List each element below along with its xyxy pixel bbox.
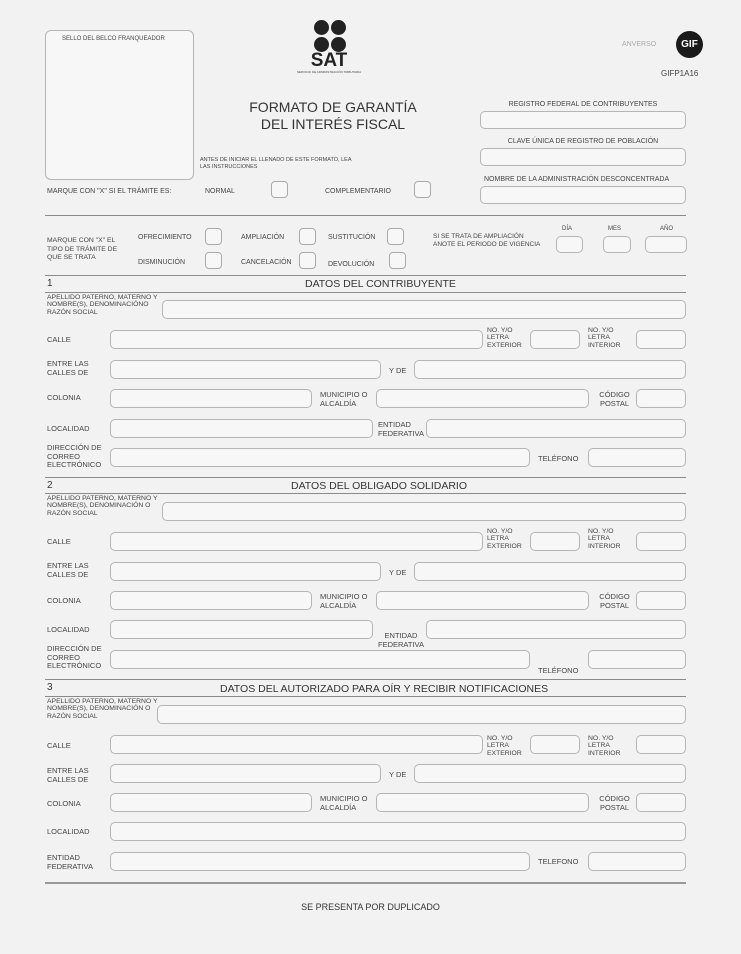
s2-localidad-field[interactable]	[110, 620, 373, 639]
s3-municipio-label: MUNICIPIO O ALCALDÍA	[320, 794, 368, 812]
anio-label: AÑO	[660, 226, 674, 232]
dia-label: DÍA	[562, 226, 573, 232]
s1-calle-label: CALLE	[47, 335, 71, 344]
s2-no-ext-field[interactable]	[530, 532, 580, 551]
s1-telefono-field[interactable]	[588, 448, 686, 467]
s2-calle-field[interactable]	[110, 532, 483, 551]
s2-calle-label: CALLE	[47, 537, 71, 546]
periodo-label: SI SE TRATA DE AMPLIACIÓN ANOTE EL PERIODO DE VIGENCIA	[433, 233, 541, 248]
s3-no-ext-field[interactable]	[530, 735, 580, 754]
s3-entidad-label: ENTIDAD FEDERATIVA	[47, 853, 93, 871]
s2-cp-field[interactable]	[636, 591, 686, 610]
s2-entidad-label: ENTIDAD FEDERATIVA	[378, 631, 424, 649]
stamp-label: SELLO DEL BELCO FRANQUEADOR	[62, 36, 165, 42]
section-2-title: DATOS DEL OBLIGADO SOLIDARIO	[291, 480, 468, 492]
s3-entre-field[interactable]	[110, 764, 381, 783]
s1-localidad-label: LOCALIDAD	[47, 424, 90, 433]
s2-correo-field[interactable]	[110, 650, 530, 669]
s2-colonia-field[interactable]	[110, 591, 312, 610]
gif-badge: GIF	[676, 31, 703, 58]
s2-colonia-label: COLONIA	[47, 596, 81, 605]
sat-logo	[280, 20, 378, 75]
s1-y-de-field[interactable]	[414, 360, 686, 379]
s3-cp-label: CÓDIGO POSTAL	[599, 794, 630, 812]
divider	[45, 215, 686, 216]
section-1-title: DATOS DEL CONTRIBUYENTE	[305, 278, 456, 290]
s3-no-int-field[interactable]	[636, 735, 686, 754]
s2-entidad-field[interactable]	[426, 620, 686, 639]
section-2-bottom-line	[45, 493, 686, 494]
section-3-title: DATOS DEL AUTORIZADO PARA OÍR Y RECIBIR NOTIFICACIONES	[220, 683, 549, 695]
form-code: GIFP1A16	[661, 69, 699, 78]
s2-telefono-label: TELÉFONO	[538, 666, 579, 675]
admin-label: NOMBRE DE LA ADMINISTRACIÓN DESCONCENTRADA	[484, 176, 670, 183]
curp-label: CLAVE ÚNICA DE REGISTRO DE POBLACIÓN	[507, 138, 659, 145]
sustitucion-label: SUSTITUCIÓN	[328, 234, 376, 241]
stamp-box	[45, 30, 194, 180]
s1-correo-label: DIRECCIÓN DE CORREO ELECTRÓNICO	[47, 443, 102, 469]
ofrecimiento-label: OFRECIMIENTO	[138, 234, 192, 241]
s3-nombre-label: APELLIDO PATERNO, MATERNO Y NOMBRE(S), DENOMINACIÓN O RAZÓN SOCIAL	[47, 698, 158, 720]
s2-municipio-field[interactable]	[376, 591, 589, 610]
s2-entre-label: ENTRE LAS CALLES DE	[47, 561, 89, 579]
s1-nombre-label: APELLIDO PATERNO, MATERNO Y NOMBRE(S), DENOMINACIÓNO RAZÓN SOCIAL	[47, 294, 158, 316]
s2-localidad-label: LOCALIDAD	[47, 625, 90, 634]
s2-municipio-label: MUNICIPIO O ALCALDÍA	[320, 592, 368, 610]
footer-line	[45, 882, 686, 884]
s3-entre-label: ENTRE LAS CALLES DE	[47, 766, 89, 784]
devolucion-label: DEVOLUCIÓN	[328, 261, 375, 268]
rfc-field[interactable]	[480, 111, 686, 129]
section-1-top-line	[45, 275, 686, 276]
sat-logo-subtitle: SERVICIO DE ADMINISTRACIÓN TRIBUTARIA	[296, 70, 362, 74]
s2-no-int-field[interactable]	[636, 532, 686, 551]
anverso-label: ANVERSO	[622, 41, 657, 48]
ampliacion-checkbox[interactable]	[299, 228, 316, 245]
s3-entidad-field[interactable]	[110, 852, 530, 871]
rfc-label: REGISTRO FEDERAL DE CONTRIBUYENTES	[508, 101, 658, 108]
s2-entre-field[interactable]	[110, 562, 381, 581]
s1-no-int-field[interactable]	[636, 330, 686, 349]
normal-label: NORMAL	[205, 188, 235, 195]
complementario-label: COMPLEMENTARIO	[325, 188, 391, 195]
sat-logo-dots	[314, 20, 346, 52]
s1-colonia-field[interactable]	[110, 389, 312, 408]
s2-no-int-label: NO. Y/O LETRA INTERIOR	[588, 528, 621, 550]
s1-entidad-field[interactable]	[426, 419, 686, 438]
s2-telefono-field[interactable]	[588, 650, 686, 669]
s3-cp-field[interactable]	[636, 793, 686, 812]
s1-no-ext-label: NO. Y/O LETRA EXTERIOR	[487, 327, 522, 349]
s1-municipio-field[interactable]	[376, 389, 589, 408]
s3-colonia-field[interactable]	[110, 793, 312, 812]
sat-logo-text: SAT	[310, 50, 348, 71]
footer-note: SE PRESENTA POR DUPLICADO	[301, 902, 440, 912]
cancelacion-checkbox[interactable]	[299, 252, 316, 269]
s2-nombre-field[interactable]	[162, 502, 686, 521]
curp-field[interactable]	[480, 148, 686, 166]
normal-checkbox[interactable]	[271, 181, 288, 198]
form-title-line2: DEL INTERÉS FISCAL	[260, 116, 406, 132]
s1-cp-label: CÓDIGO POSTAL	[599, 390, 630, 408]
cancelacion-label: CANCELACIÓN	[241, 259, 292, 266]
s3-nombre-field[interactable]	[157, 705, 686, 724]
s3-telefono-label: TELEFONO	[538, 857, 579, 866]
dia-field[interactable]	[556, 236, 583, 253]
ampliacion-label: AMPLIACIÓN	[241, 234, 285, 241]
s2-correo-label: DIRECCIÓN DE CORREO ELECTRÓNICO	[47, 644, 102, 670]
section-3-number: 3	[47, 682, 53, 693]
s2-cp-label: CÓDIGO POSTAL	[599, 592, 630, 610]
ofrecimiento-checkbox[interactable]	[205, 228, 222, 245]
s1-y-de-label: Y DE	[389, 366, 407, 375]
s2-y-de-field[interactable]	[414, 562, 686, 581]
tramite-label: MARQUE CON "X" SI EL TRÁMITE ES:	[47, 188, 172, 195]
s3-localidad-field[interactable]	[110, 822, 686, 841]
s3-y-de-label: Y DE	[389, 770, 407, 779]
tipo-label: MARQUE CON "X" EL TIPO DE TRÁMITE DE QUE SE TRATA	[47, 237, 118, 261]
disminucion-checkbox[interactable]	[205, 252, 222, 269]
s1-no-int-label: NO. Y/O LETRA INTERIOR	[588, 327, 621, 349]
s1-entre-label: ENTRE LAS CALLES DE	[47, 359, 89, 377]
s3-no-int-label: NO. Y/O LETRA INTERIOR	[588, 735, 621, 757]
s1-telefono-label: TELÉFONO	[538, 454, 579, 463]
mes-field[interactable]	[603, 236, 631, 253]
s3-y-de-field[interactable]	[414, 764, 686, 783]
s3-colonia-label: COLONIA	[47, 799, 81, 808]
section-2-top-line	[45, 477, 686, 478]
s1-entre-field[interactable]	[110, 360, 381, 379]
admin-field[interactable]	[480, 186, 686, 204]
s3-calle-field[interactable]	[110, 735, 483, 754]
s1-entidad-label: ENTIDAD FEDERATIVA	[378, 420, 424, 438]
s1-correo-field[interactable]	[110, 448, 530, 467]
section-1-bottom-line	[45, 292, 686, 293]
disminucion-label: DISMINUCIÓN	[138, 259, 186, 266]
s1-municipio-label: MUNICIPIO O ALCALDÍA	[320, 390, 368, 408]
s1-colonia-label: COLONIA	[47, 393, 81, 402]
anio-field[interactable]	[645, 236, 687, 253]
s3-telefono-field[interactable]	[588, 852, 686, 871]
sustitucion-checkbox[interactable]	[387, 228, 404, 245]
s2-nombre-label: APELLIDO PATERNO, MATERNO Y NOMBRE(S), DENOMINACIÓN O RAZÓN SOCIAL	[47, 495, 158, 517]
s1-no-ext-field[interactable]	[530, 330, 580, 349]
s2-y-de-label: Y DE	[389, 568, 407, 577]
s3-no-ext-label: NO. Y/O LETRA EXTERIOR	[487, 735, 522, 757]
mes-label: MES	[608, 226, 622, 232]
s3-localidad-label: LOCALIDAD	[47, 827, 90, 836]
s3-calle-label: CALLE	[47, 741, 71, 750]
section-2-number: 2	[47, 480, 53, 491]
complementario-checkbox[interactable]	[414, 181, 431, 198]
s1-calle-field[interactable]	[110, 330, 483, 349]
section-1-number: 1	[47, 278, 53, 289]
form-title-line1: FORMATO DE GARANTÍA	[249, 99, 417, 115]
s1-cp-field[interactable]	[636, 389, 686, 408]
s1-nombre-field[interactable]	[162, 300, 686, 319]
section-3-top-line	[45, 679, 686, 680]
s3-municipio-field[interactable]	[376, 793, 589, 812]
instructions-note: ANTES DE INICIAR EL LLENADO DE ESTE FORMATO, LEA LAS INSTRUCCIONES	[200, 157, 352, 170]
s2-no-ext-label: NO. Y/O LETRA EXTERIOR	[487, 528, 522, 550]
devolucion-checkbox[interactable]	[389, 252, 406, 269]
s1-localidad-field[interactable]	[110, 419, 373, 438]
section-3-bottom-line	[45, 696, 686, 697]
